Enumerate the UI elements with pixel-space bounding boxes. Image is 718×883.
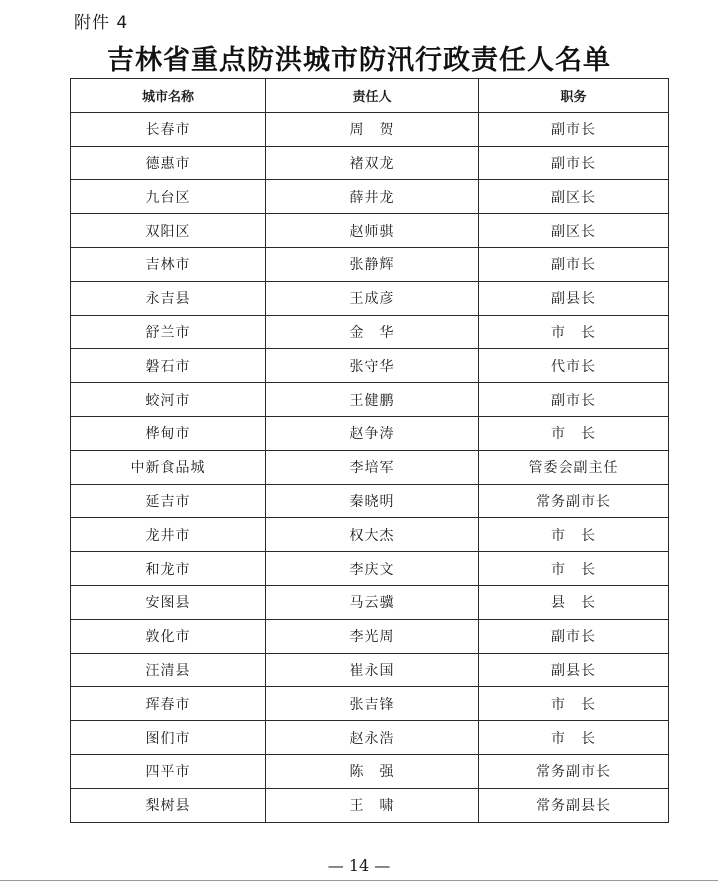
city-cell: 长春市	[71, 112, 266, 146]
position-cell: 副县长	[479, 653, 669, 687]
table-row	[71, 653, 669, 687]
city-cell: 永吉县	[71, 281, 266, 315]
responsible-person-cell: 李培军	[266, 450, 479, 484]
responsible-person-cell: 王 啸	[266, 788, 479, 822]
responsible-person-cell: 赵永浩	[266, 721, 479, 755]
position-cell: 市 长	[479, 552, 669, 586]
city-cell: 蛟河市	[71, 383, 266, 417]
table-row	[71, 687, 669, 721]
table-row	[71, 518, 669, 552]
responsible-person-cell: 张守华	[266, 349, 479, 383]
responsible-person-cell: 薛井龙	[266, 180, 479, 214]
responsible-person-cell: 崔永国	[266, 653, 479, 687]
position-cell: 代市长	[479, 349, 669, 383]
position-cell: 副市长	[479, 619, 669, 653]
responsible-person-cell: 金 华	[266, 315, 479, 349]
document-title: 吉林省重点防洪城市防汛行政责任人名单	[107, 45, 611, 76]
table-row	[71, 180, 669, 214]
city-cell: 德惠市	[71, 146, 266, 180]
table-row	[71, 788, 669, 822]
table-row	[71, 383, 669, 417]
header-city-name: 城市名称	[71, 79, 266, 113]
city-cell: 敦化市	[71, 619, 266, 653]
position-cell: 副市长	[479, 112, 669, 146]
table-row	[71, 721, 669, 755]
responsible-person-cell: 褚双龙	[266, 146, 479, 180]
table-row	[71, 315, 669, 349]
responsible-person-cell: 赵师骐	[266, 214, 479, 248]
table-row	[71, 450, 669, 484]
responsible-person-cell: 秦晓明	[266, 484, 479, 518]
city-cell: 和龙市	[71, 552, 266, 586]
table-row	[71, 281, 669, 315]
city-cell: 四平市	[71, 754, 266, 788]
city-cell: 吉林市	[71, 247, 266, 281]
responsible-person-cell: 张静辉	[266, 247, 479, 281]
position-cell: 副市长	[479, 383, 669, 417]
city-cell: 中新食品城	[71, 450, 266, 484]
table-row	[71, 349, 669, 383]
responsible-person-cell: 周 贺	[266, 112, 479, 146]
city-cell: 汪清县	[71, 653, 266, 687]
table-row	[71, 552, 669, 586]
city-cell: 梨树县	[71, 788, 266, 822]
table-body	[71, 112, 669, 822]
position-cell: 常务副市长	[479, 484, 669, 518]
position-cell: 副市长	[479, 247, 669, 281]
table-row	[71, 247, 669, 281]
responsible-person-cell: 陈 强	[266, 754, 479, 788]
table-header-row	[71, 79, 669, 113]
position-cell: 副区长	[479, 214, 669, 248]
table-row	[71, 585, 669, 619]
position-cell: 常务副县长	[479, 788, 669, 822]
position-cell: 市 长	[479, 721, 669, 755]
city-cell: 龙井市	[71, 518, 266, 552]
position-cell: 县 长	[479, 585, 669, 619]
city-cell: 九台区	[71, 180, 266, 214]
city-cell: 安图县	[71, 585, 266, 619]
responsible-person-cell: 王成彦	[266, 281, 479, 315]
page-bottom-rule	[0, 880, 718, 881]
header-responsible-person: 责任人	[266, 79, 479, 113]
responsible-persons-table	[70, 78, 669, 823]
responsible-person-cell: 赵争涛	[266, 416, 479, 450]
position-cell: 副市长	[479, 146, 669, 180]
position-cell: 管委会副主任	[479, 450, 669, 484]
responsible-person-cell: 马云骥	[266, 585, 479, 619]
table-row	[71, 484, 669, 518]
table-row	[71, 146, 669, 180]
city-cell: 珲春市	[71, 687, 266, 721]
city-cell: 双阳区	[71, 214, 266, 248]
city-cell: 图们市	[71, 721, 266, 755]
attachment-label: 附件 4	[74, 13, 129, 33]
table-row	[71, 416, 669, 450]
city-cell: 磐石市	[71, 349, 266, 383]
page-number: — 14 —	[327, 856, 391, 875]
city-cell: 桦甸市	[71, 416, 266, 450]
responsible-person-cell: 张吉锋	[266, 687, 479, 721]
position-cell: 市 长	[479, 687, 669, 721]
position-cell: 副区长	[479, 180, 669, 214]
table-row	[71, 214, 669, 248]
position-cell: 市 长	[479, 416, 669, 450]
responsible-person-cell: 李光周	[266, 619, 479, 653]
table-row	[71, 619, 669, 653]
position-cell: 市 长	[479, 518, 669, 552]
header-position: 职务	[479, 79, 669, 113]
position-cell: 副县长	[479, 281, 669, 315]
table-row	[71, 112, 669, 146]
position-cell: 市 长	[479, 315, 669, 349]
city-cell: 舒兰市	[71, 315, 266, 349]
city-cell: 延吉市	[71, 484, 266, 518]
responsible-person-cell: 王健鹏	[266, 383, 479, 417]
responsible-person-cell: 权大杰	[266, 518, 479, 552]
position-cell: 常务副市长	[479, 754, 669, 788]
responsible-person-cell: 李庆文	[266, 552, 479, 586]
table-row	[71, 754, 669, 788]
